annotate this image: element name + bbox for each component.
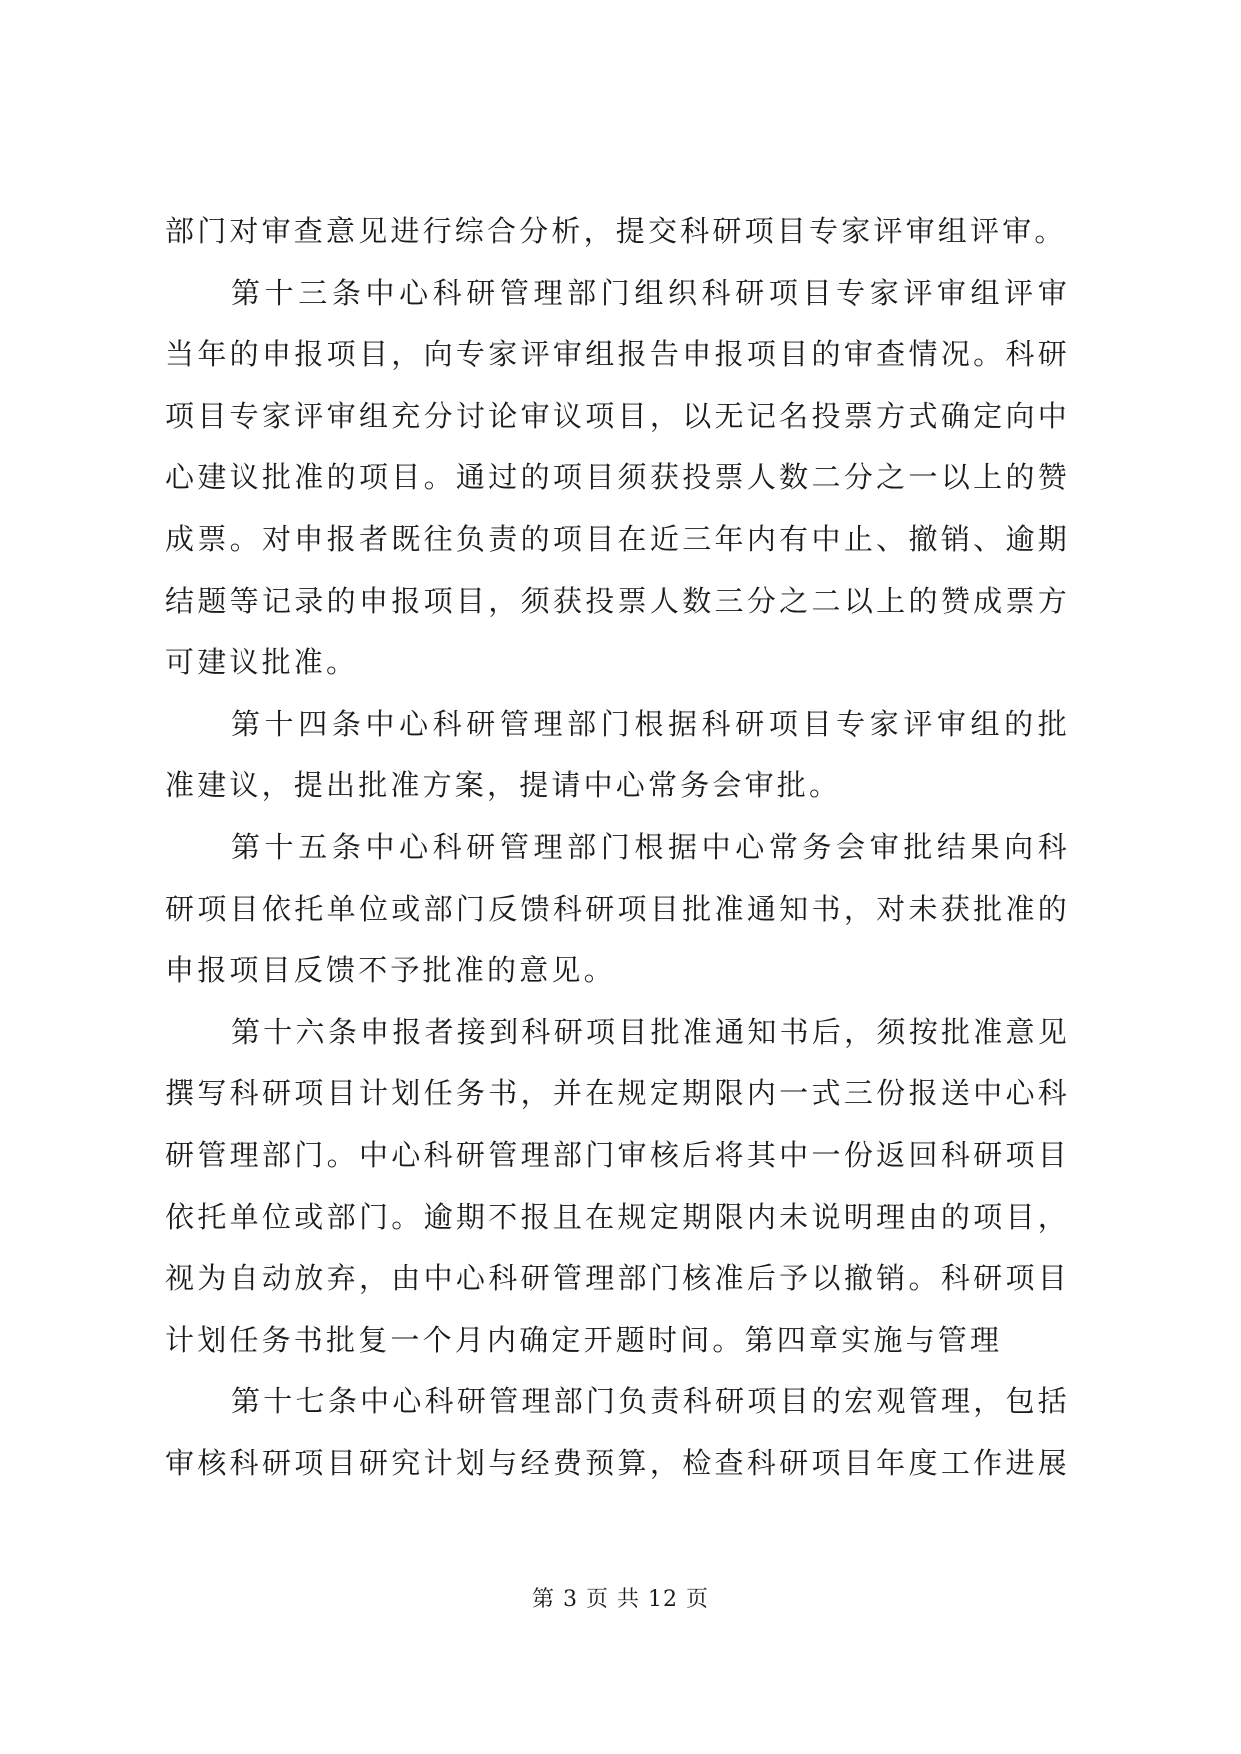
text-line: 第十四条中心科研管理部门根据科研项目专家评审组的批	[231, 706, 1070, 741]
text-line: 研管理部门。中心科研管理部门审核后将其中一份返回科研项目	[165, 1137, 1070, 1172]
text-line: 可建议批准。	[165, 645, 359, 680]
text-line: 视为自动放弃，由中心科研管理部门核准后予以撤销。科研项目	[165, 1261, 1070, 1296]
text-line: 第十三条中心科研管理部门组织科研项目专家评审组评审	[231, 275, 1070, 310]
text-line: 计划任务书批复一个月内确定开题时间。第四章实施与管理	[165, 1322, 1003, 1357]
text-line: 结题等记录的申报项目，须获投票人数三分之二以上的赞成票方	[165, 583, 1070, 618]
text-line: 依托单位或部门。逾期不报且在规定期限内未说明理由的项目，	[165, 1199, 1070, 1234]
text-line: 申报项目反馈不予批准的意见。	[165, 953, 616, 988]
text-line: 研项目依托单位或部门反馈科研项目批准通知书，对未获批准的	[165, 891, 1070, 926]
text-line: 第十五条中心科研管理部门根据中心常务会审批结果向科	[231, 829, 1070, 864]
text-line: 当年的申报项目，向专家评审组报告申报项目的审查情况。科研	[165, 337, 1070, 372]
text-line: 成票。对申报者既往负责的项目在近三年内有中止、撤销、逾期	[165, 521, 1070, 556]
document-body	[165, 201, 1070, 1494]
text-line: 准建议，提出批准方案，提请中心常务会审批。	[165, 768, 842, 803]
text-line: 撰写科研项目计划任务书，并在规定期限内一式三份报送中心科	[165, 1076, 1070, 1111]
text-line: 部门对审查意见进行综合分析，提交科研项目专家评审组评审。	[165, 214, 1067, 248]
text-line: 第十七条中心科研管理部门负责科研项目的宏观管理，包括	[231, 1384, 1070, 1419]
text-line: 第十六条申报者接到科研项目批准通知书后，须按批准意见	[231, 1014, 1070, 1049]
page-footer: 第 3 页 共 12 页	[532, 1587, 709, 1612]
text-line: 心建议批准的项目。通过的项目须获投票人数二分之一以上的赞	[165, 460, 1070, 495]
text-line: 项目专家评审组充分讨论审议项目，以无记名投票方式确定向中	[165, 398, 1070, 433]
text-line: 审核科研项目研究计划与经费预算，检查科研项目年度工作进展	[165, 1445, 1070, 1480]
